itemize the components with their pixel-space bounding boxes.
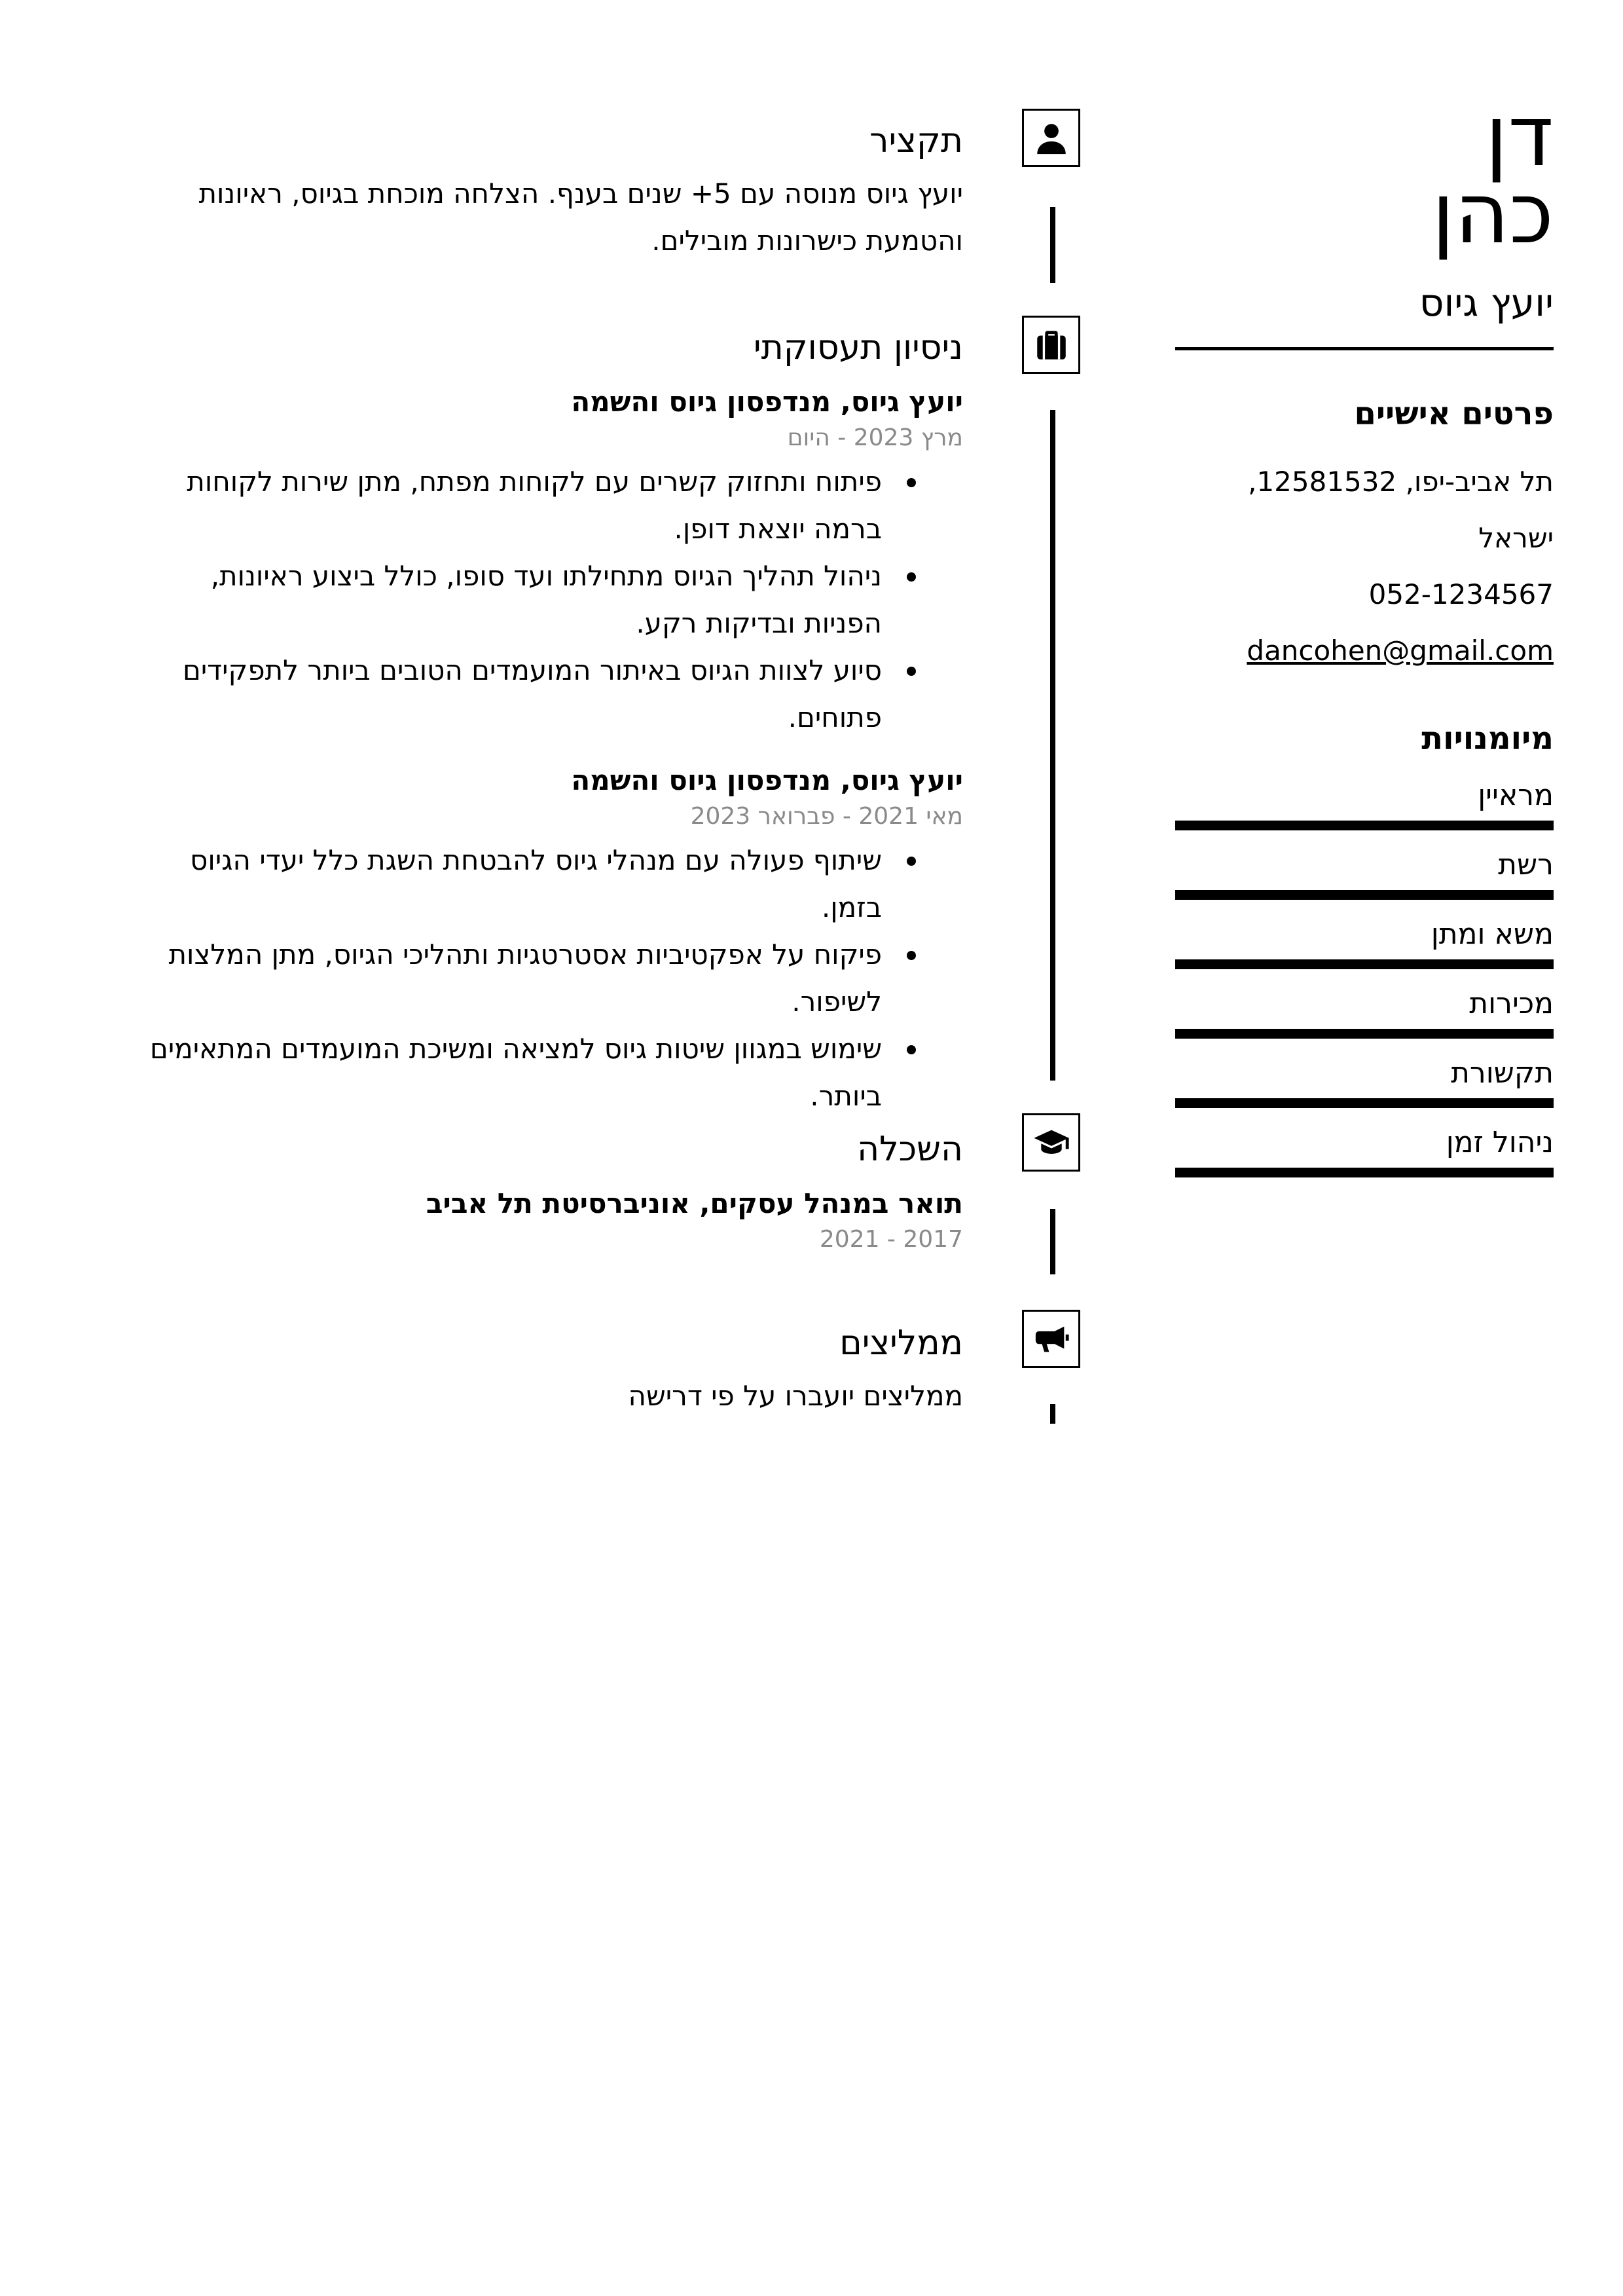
job-role: יועץ גיוס, מנדפסון גיוס והשמה	[571, 386, 963, 418]
references-section	[144, 1314, 963, 1420]
skill-label: מראיין	[1478, 779, 1554, 812]
list-item: פיתוח ותחזוק קשרים עם לקוחות מפתח, מתן שירות לקוחות ברמה יוצאת דופן.	[144, 458, 882, 553]
skill-item	[1175, 1055, 1554, 1108]
list-item: ניהול תהליך הגיוס מתחילתו ועד סופו, כולל ביצוע ראיונות, הפניות ובדיקות רקע.	[144, 553, 882, 647]
briefcase-icon	[1022, 316, 1080, 374]
person-icon	[1022, 109, 1080, 167]
summary-text: יועץ גיוס מנוסה עם 5+ שנים בענף. הצלחה מוכחת בגיוס, ראיונות והטמעת כישרונות מובילים.	[198, 177, 963, 257]
experience-section	[144, 318, 963, 1120]
job-dates: מאי 2021 - פברואר 2023	[690, 803, 963, 830]
megaphone-icon	[1022, 1310, 1080, 1368]
summary-section	[144, 111, 963, 265]
first-name: דן	[1485, 88, 1554, 185]
divider	[1175, 347, 1554, 350]
list-item: שיתוף פעולה עם מנהלי גיוס להבטחת השגת כלל יעדי הגיוס בזמן.	[144, 837, 882, 931]
skill-level-bar	[1175, 1168, 1554, 1177]
graduation-cap-icon	[1022, 1113, 1080, 1172]
job-bullets	[144, 837, 963, 1120]
sidebar	[1175, 88, 1554, 1194]
job-dates: מרץ 2023 - היום	[787, 424, 963, 451]
skill-label: משא ומתן	[1431, 917, 1554, 951]
email-link[interactable]	[1175, 623, 1554, 679]
job-role: יועץ גיוס, מנדפסון גיוס והשמה	[571, 764, 963, 796]
job-entry	[144, 382, 963, 741]
list-item: פיקוח על אפקטיביות אסטרטגיות ותהליכי הגיוס, מתן המלצות לשיפור.	[144, 931, 882, 1026]
phone: 052-1234567	[1368, 578, 1554, 610]
skill-item	[1175, 916, 1554, 969]
skill-label: רשת	[1498, 848, 1554, 881]
education-title: השכלה	[857, 1130, 963, 1169]
timeline-connector	[1050, 1209, 1055, 1274]
education-section	[144, 1120, 963, 1256]
skill-item	[1175, 986, 1554, 1039]
skill-level-bar	[1175, 959, 1554, 969]
education-dates: 2017 - 2021	[819, 1226, 963, 1253]
skill-label: מכירות	[1469, 987, 1554, 1020]
job-title: יועץ גיוס	[1419, 280, 1554, 325]
job-entry	[144, 761, 963, 1120]
skill-level-bar	[1175, 1029, 1554, 1039]
skill-level-bar	[1175, 1098, 1554, 1108]
skill-item	[1175, 847, 1554, 900]
last-name: כהן	[1431, 165, 1554, 263]
references-text: ממליצים יועברו על פי דרישה	[628, 1380, 963, 1412]
list-item: סיוע לצוות הגיוס באיתור המועמדים הטובים ביותר לתפקידים פתוחים.	[144, 647, 882, 741]
skill-item	[1175, 1124, 1554, 1177]
section-timeline	[1022, 109, 1084, 1445]
skill-level-bar	[1175, 890, 1554, 900]
email[interactable]: dancohen@gmail.com	[1247, 635, 1554, 667]
personal-details-heading: פרטים אישיים	[1354, 396, 1554, 432]
skill-item	[1175, 777, 1554, 830]
skill-level-bar	[1175, 821, 1554, 830]
skills-list	[1175, 777, 1554, 1177]
experience-title: ניסיון תעסוקתי	[753, 328, 963, 367]
list-item: שימוש במגוון שיטות גיוס למציאה ומשיכת המועמדים המתאימים ביותר.	[144, 1026, 882, 1120]
skills-heading: מיומנויות	[1421, 720, 1554, 757]
education-degree: תואר במנהל עסקים, אוניברסיטת תל אביב	[426, 1187, 963, 1219]
timeline-connector	[1050, 410, 1055, 1081]
timeline-connector	[1050, 1404, 1055, 1424]
skill-label: ניהול זמן	[1446, 1126, 1554, 1159]
address: תל אביב-יפו, 12581532, ישראל	[1248, 466, 1554, 554]
timeline-connector	[1050, 207, 1055, 283]
job-bullets	[144, 458, 963, 741]
skill-label: תקשורת	[1450, 1056, 1554, 1090]
references-title: ממליצים	[839, 1324, 963, 1363]
summary-title: תקציר	[869, 121, 963, 160]
